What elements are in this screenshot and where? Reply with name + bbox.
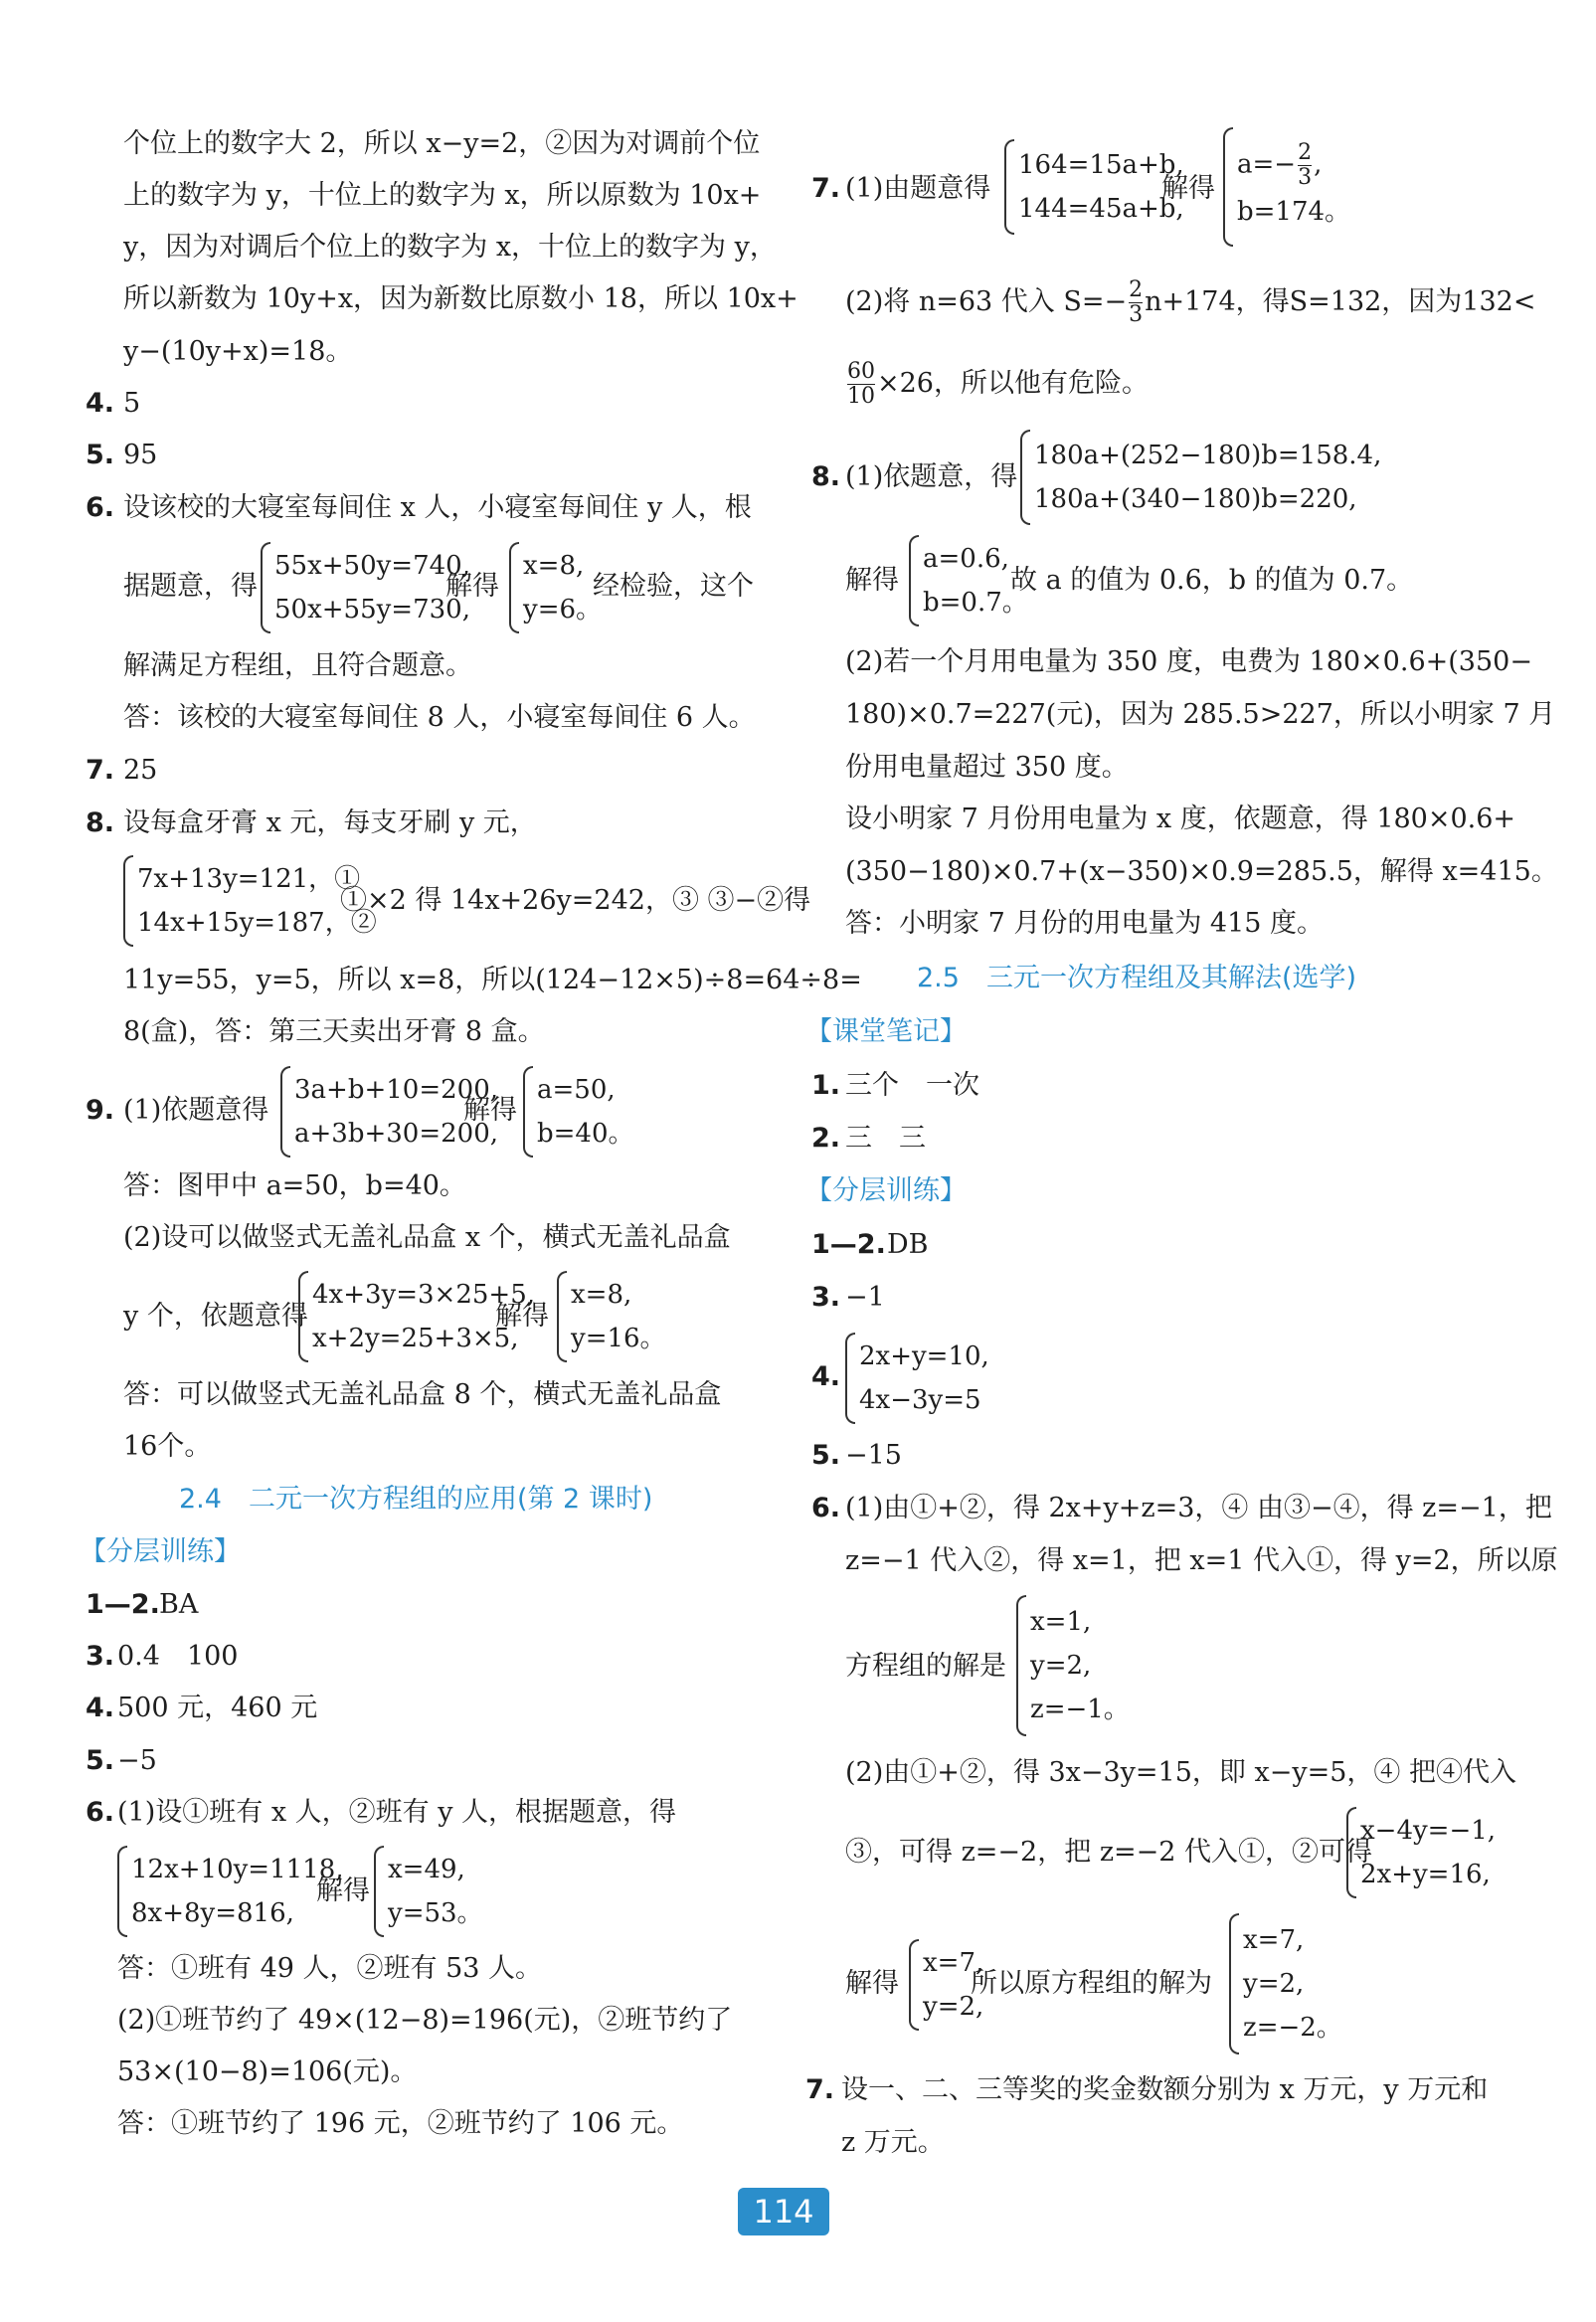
equation: 180a+(340−180)b=220,: [1034, 484, 1357, 514]
denominator: 3: [1129, 302, 1144, 327]
question-number: 5.: [86, 1745, 115, 1776]
text-line: (2)若一个月用电量为 350 度，电费为 180×0.6+(350−: [845, 646, 1532, 677]
equation: 50x+55y=730,: [274, 595, 470, 625]
brace: [298, 1271, 308, 1362]
equation: b=174。: [1237, 196, 1351, 227]
equation: x=7,: [923, 1948, 984, 1978]
equation: 164=15a+b,: [1018, 150, 1184, 180]
equation: a=0.6,: [923, 544, 1009, 574]
brace: [909, 1939, 919, 2031]
text-line: (1)由题意得: [845, 173, 991, 204]
equation: 55x+50y=740,: [274, 551, 470, 581]
numerator: 2: [1129, 277, 1144, 302]
answer: 0.4 100: [117, 1641, 239, 1672]
text-line: 设每盒牙膏 x 元，每支牙刷 y 元，: [123, 807, 537, 838]
solution-system: [557, 1271, 666, 1362]
brace: [845, 1333, 855, 1424]
equation: 12x+10y=1118,: [131, 1855, 344, 1884]
brace: [909, 535, 919, 626]
answer: 三个 一次: [845, 1070, 979, 1101]
answer: 5: [123, 388, 141, 419]
answer: DB: [887, 1229, 929, 1260]
equation: 2x+y=10,: [859, 1341, 989, 1371]
equation: b=0.7。: [923, 588, 1028, 618]
text-line: z 万元。: [841, 2127, 945, 2158]
brace: [1223, 127, 1233, 247]
text-line: 设一、二、三等奖的奖金数额分别为 x 万元，y 万元和: [841, 2074, 1489, 2105]
numerator: 60: [847, 359, 875, 384]
question-number: 8.: [86, 807, 115, 838]
solution-system: [523, 1066, 634, 1158]
equation: x=1,: [1030, 1607, 1092, 1637]
text-line: 答：①班节约了 196 元，②班节约了 106 元。: [117, 2108, 684, 2139]
text-line: (1)设①班有 x 人，②班有 y 人，根据题意，得: [117, 1797, 677, 1828]
section-tag: 【分层训练】: [80, 1536, 241, 1567]
equation: z=−2。: [1243, 2013, 1342, 2043]
text-line: ③，可得 z=−2，把 z=−2 代入①，②可得: [845, 1837, 1373, 1868]
equation-system: [1346, 1807, 1496, 1898]
text-line: (1)由①+②，得 2x+y+z=3，④ 由③−④，得 z=−1，把: [845, 1493, 1552, 1523]
question-number: 6.: [811, 1493, 841, 1523]
fraction: [1298, 141, 1312, 190]
question-number: 1—2.: [86, 1589, 160, 1620]
question-number: 4.: [86, 1693, 115, 1723]
equation-system: [1004, 139, 1184, 235]
text-line: 解得: [1161, 173, 1215, 204]
equation: a+3b+30=200,: [294, 1119, 499, 1149]
question-number: 4.: [811, 1361, 841, 1392]
fraction: [1129, 278, 1143, 327]
text-line: 所以新数为 10y+x，因为新数比原数小 18，所以 10x+: [123, 283, 798, 314]
equation: x+2y=25+3×5,: [312, 1324, 519, 1353]
text-line: (1)依题意得: [123, 1095, 269, 1126]
text-line: 经检验，这个: [593, 571, 754, 602]
text-line: y，因为对调后个位上的数字为 x，十位上的数字为 y，: [123, 232, 777, 263]
text-line: 解得: [316, 1875, 370, 1906]
question-number: 3.: [811, 1282, 841, 1313]
question-number: 4.: [86, 388, 115, 419]
solution-system: [1016, 1595, 1130, 1736]
question-number: 7.: [805, 2074, 835, 2105]
equation: y=2,: [1243, 1969, 1305, 1999]
text-line: (2)设可以做竖式无盖礼品盒 x 个，横式无盖礼品盒: [123, 1222, 731, 1253]
text-line: 故 a 的值为 0.6，b 的值为 0.7。: [1010, 565, 1414, 596]
text-line: (2)由①+②，得 3x−3y=15，即 x−y=5，④ 把④代入: [845, 1757, 1516, 1788]
equation-system: [261, 542, 470, 633]
equation: y=2,: [1030, 1651, 1092, 1681]
equation: 3a+b+10=200,: [294, 1075, 499, 1105]
text-part: n+174，得S=132，因为132<: [1145, 286, 1536, 317]
answer: BA: [159, 1589, 199, 1620]
answer: 95: [123, 440, 158, 470]
equation: 2x+y=16,: [1360, 1860, 1491, 1889]
equation: z=−1。: [1030, 1695, 1130, 1724]
text-line: 答：小明家 7 月份的用电量为 415 度。: [845, 908, 1325, 939]
equation-system: [845, 1333, 989, 1424]
text-line: 解得: [445, 571, 499, 602]
text-line: 解得: [495, 1301, 549, 1332]
fraction: [847, 360, 875, 409]
text-line: [845, 278, 1535, 327]
equation: 4x+3y=3×25+5,: [312, 1280, 536, 1310]
text-line: 53×(10−8)=106(元)。: [117, 2056, 418, 2087]
equation: 7x+13y=121，①: [137, 864, 361, 894]
solution-system: [1223, 127, 1350, 247]
text-line: 方程组的解是: [845, 1651, 1006, 1682]
equation: y=53。: [388, 1898, 483, 1928]
text-line: (350−180)×0.7+(x−350)×0.9=285.5，解得 x=415。: [845, 856, 1558, 887]
denominator: 10: [847, 384, 875, 409]
text-line: (1)依题意，得: [845, 461, 1018, 492]
question-number: 3.: [86, 1641, 115, 1672]
text-line: 解得: [845, 1968, 899, 1999]
text-line: 据题意，得: [123, 571, 258, 602]
equation: x=8,: [571, 1280, 632, 1310]
brace: [1229, 1913, 1239, 2054]
text-line: 答：①班有 49 人，②班有 53 人。: [117, 1953, 543, 1984]
equation-part: a=−: [1237, 149, 1297, 179]
text-line: 上的数字为 y，十位上的数字为 x，所以原数为 10x+: [123, 180, 762, 211]
equation-system: [117, 1846, 344, 1937]
answer: 25: [123, 755, 158, 786]
text-line: 答：可以做竖式无盖礼品盒 8 个，横式无盖礼品盒: [123, 1379, 722, 1410]
text-line: 所以原方程组的解为: [971, 1968, 1212, 1999]
equation: x=8,: [523, 551, 585, 581]
section-heading: 2.5 三元一次方程组及其解法(选学): [917, 963, 1357, 993]
text-line: z=−1 代入②，得 x=1，把 x=1 代入①，得 y=2，所以原: [845, 1545, 1558, 1576]
text-line: (2)①班节约了 49×(12−8)=196(元)，②班节约了: [117, 2005, 733, 2036]
denominator: 3: [1298, 164, 1313, 190]
brace: [117, 1846, 127, 1937]
text-line: 份用电量超过 350 度。: [845, 752, 1129, 783]
text-line: 16个。: [123, 1431, 212, 1462]
question-number: 6.: [86, 492, 115, 523]
numerator: 2: [1298, 139, 1313, 165]
section-heading: 2.4 二元一次方程组的应用(第 2 课时): [179, 1484, 653, 1515]
answer: 三 三: [845, 1123, 926, 1154]
text-line: y−(10y+x)=18。: [123, 336, 353, 367]
text-line: 设小明家 7 月份用电量为 x 度，依题意，得 180×0.6+: [845, 804, 1516, 834]
text-line: 设该校的大寝室每间住 x 人，小寝室每间住 y 人，根: [123, 492, 752, 523]
question-number: 1.: [811, 1070, 841, 1101]
text-line: 11y=55，y=5，所以 x=8，所以(124−12×5)÷8=64÷8=: [123, 965, 862, 995]
equation: y=2,: [923, 1992, 984, 2022]
solution-system: [374, 1846, 483, 1937]
text-part: (2)将 n=63 代入 S=−: [845, 286, 1128, 317]
brace: [509, 542, 519, 633]
equation: a=50,: [537, 1075, 616, 1105]
text-line: 答：图甲中 a=50，b=40。: [123, 1170, 466, 1201]
equation: [1237, 141, 1350, 190]
answer: −15: [845, 1440, 902, 1471]
equation: 4x−3y=5: [859, 1385, 981, 1415]
brace: [261, 542, 270, 633]
equation: x−4y=−1,: [1360, 1816, 1497, 1846]
question-number: 6.: [86, 1797, 115, 1828]
brace: [1016, 1595, 1026, 1736]
brace: [1004, 139, 1014, 235]
text-line: 个位上的数字大 2，所以 x−y=2，②因为对调前个位: [123, 128, 761, 159]
question-number: 8.: [811, 461, 841, 492]
question-number: 1—2.: [811, 1229, 886, 1260]
text-line: 180)×0.7=227(元)，因为 285.5>227，所以小明家 7 月: [845, 699, 1556, 730]
answer: 500 元，460 元: [117, 1693, 318, 1723]
text-line: 解得: [463, 1095, 517, 1126]
text-line: 解得: [845, 565, 899, 596]
answer: −1: [845, 1282, 885, 1313]
section-tag: 【课堂笔记】: [805, 1016, 967, 1047]
equation: y=16。: [571, 1324, 666, 1353]
equation: y=6。: [523, 595, 603, 625]
equation: 180a+(252−180)b=158.4,: [1034, 441, 1382, 470]
equation: b=40。: [537, 1119, 634, 1149]
text-line: [845, 360, 1149, 409]
question-number: 7.: [86, 755, 115, 786]
text-line: ①×2 得 14x+26y=242，③ ③−②得: [340, 885, 811, 916]
question-number: 2.: [811, 1123, 841, 1154]
brace: [557, 1271, 567, 1362]
equation: 144=45a+b,: [1018, 194, 1184, 224]
equation-system: [1020, 430, 1381, 525]
section-tag: 【分层训练】: [805, 1175, 967, 1206]
question-number: 7.: [811, 173, 841, 204]
page-number: 114: [738, 2188, 829, 2235]
question-number: 5.: [811, 1440, 841, 1471]
equation-system: [123, 855, 377, 947]
text-line: 8(盒)，答：第三天卖出牙膏 8 盒。: [123, 1016, 545, 1047]
brace: [123, 855, 133, 947]
equation: 14x+15y=187，②: [137, 908, 377, 938]
equation: 8x+8y=816,: [131, 1898, 294, 1928]
question-number: 9.: [86, 1095, 115, 1126]
answer: −5: [117, 1745, 157, 1776]
brace: [280, 1066, 290, 1158]
equation: x=49,: [388, 1855, 465, 1884]
brace: [1346, 1807, 1356, 1898]
text-line: 解满足方程组，且符合题意。: [123, 650, 472, 681]
question-number: 5.: [86, 440, 115, 470]
text-line: 答：该校的大寝室每间住 8 人，小寝室每间住 6 人。: [123, 702, 756, 733]
text-part: ×26，所以他有危险。: [877, 368, 1149, 399]
brace: [523, 1066, 533, 1158]
brace: [374, 1846, 384, 1937]
brace: [1020, 430, 1030, 525]
solution-system: [1229, 1913, 1342, 2054]
equation-part: ,: [1314, 149, 1323, 179]
text-line: y 个，依题意得: [123, 1301, 308, 1332]
solution-system: [509, 542, 602, 633]
equation: x=7,: [1243, 1925, 1305, 1955]
